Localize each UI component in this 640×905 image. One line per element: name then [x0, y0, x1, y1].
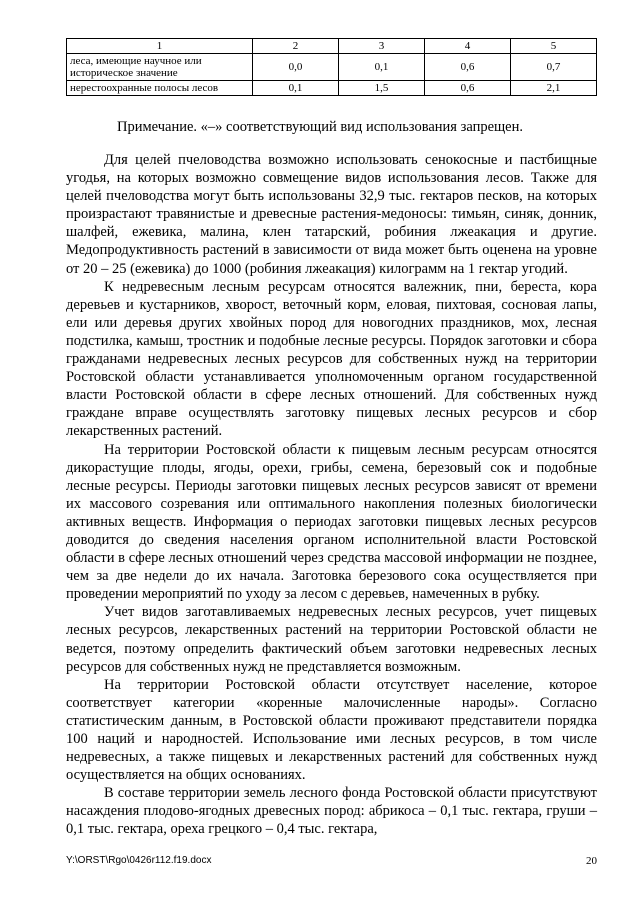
table-cell: 0,6 [425, 81, 511, 96]
paragraph: На территории Ростовской области отсутствует население, которое соответствует категории «коренные малочисленные народы». Согласно статистическим данным, в Ростовской области проживают представители порядка 100 наций и народностей. Использование ими лесных ресурсов, в том числе недревесных, а также пищевых и лекарственных растений для собственных нужд осуществляется на общих основаниях. [66, 676, 597, 784]
file-path: Y:\ORST\Rgo\0426r112.f19.docx [66, 855, 212, 866]
table-row-label: нерестоохранные полосы лесов [67, 81, 253, 96]
table-note: Примечание. «–» соответствующий вид использования запрещен. [116, 119, 524, 135]
table-cell: 0,1 [253, 81, 339, 96]
table-cell: 0,1 [339, 54, 425, 81]
body-text [66, 151, 597, 839]
paragraph: В составе территории земель лесного фонда Ростовской области присутствуют насаждения плодово-ягодных древесных пород: абрикоса – 0,1 тыс. гектара, груши – 0,1 тыс. гектара, ореха грецкого – 0,4 тыс. гектара, [66, 785, 597, 838]
table-cell: 0,0 [253, 54, 339, 81]
table-cell: 0,6 [425, 54, 511, 81]
forest-use-table [66, 38, 597, 96]
paragraph: На территории Ростовской области к пищевым лесным ресурсам относятся дикорастущие плоды, ягоды, орехи, грибы, семена, березовый сок и подобные лесные ресурсы. Периоды заготовки пищевых лесных ресурсов зависят от времени их массового созревания или оптимального накопления полезных биологически активных веществ. Информация о периодах заготовки пищевых лесных ресурсов доводится до сведения населения органом исполнительной власти Ростовской области в сфере лесных отношений через средства массовой информации не позднее, чем за две недели до их начала. Заготовка березового сока осуществляется при проведении мероприятий по уходу за лесом с деревьев, намеченных в рубку. [66, 441, 597, 603]
table-row-label: леса, имеющие научное или историческое значение [67, 54, 253, 81]
table-header-cell: 4 [425, 39, 511, 54]
table-header-cell: 5 [511, 39, 597, 54]
table-row [67, 54, 597, 81]
table-header-cell: 1 [67, 39, 253, 54]
table-header-row [67, 39, 597, 54]
paragraph: Учет видов заготавливаемых недревесных лесных ресурсов, учет пищевых лесных ресурсов, лекарственных растений на территории Ростовской области не ведется, поэтому определить фактический объем заготовки недревесных лесных ресурсов для собственных нужд не представляется возможным. [66, 604, 597, 675]
table-cell: 0,7 [511, 54, 597, 81]
paragraph: Для целей пчеловодства возможно использовать сенокосные и пастбищные угодья, на которых возможно совмещение видов использования лесов. Также для целей пчеловодства могут быть использованы 32,9 тыс. гектаров песков, на которых произрастают травянистые и древесные растения-медоносы: тимьян, синяк, донник, шалфей, ежевика, малина, клен татарский, робиния лжеакация и другие. Медопродуктивность растений в зависимости от вида может быть оценена на уровне от 20 – 25 (ежевика) до 1000 (робиния лжеакация) килограмм на 1 гектар угодий. [66, 152, 597, 277]
table-cell: 1,5 [339, 81, 425, 96]
page-number: 20 [586, 855, 597, 867]
table-row [67, 81, 597, 96]
table-header-cell: 3 [339, 39, 425, 54]
paragraph: К недревесным лесным ресурсам относятся валежник, пни, береста, кора деревьев и кустарников, хворост, веточный корм, еловая, пихтовая, сосновая лапы, ели или деревья других хвойных пород для новогодних праздников, мох, лесная подстилка, камыш, тростник и подобные лесные ресурсы. Порядок заготовки и сбора гражданами недревесных лесных ресурсов для собственных нужд на территории Ростовской области устанавливается уполномоченным органом государственной власти Ростовской области в сфере лесных отношений. Для собственных нужд граждане вправе осуществлять заготовку пищевых лесных ресурсов и сбор лекарственных растений. [66, 278, 597, 440]
table-cell: 2,1 [511, 81, 597, 96]
table-header-cell: 2 [253, 39, 339, 54]
